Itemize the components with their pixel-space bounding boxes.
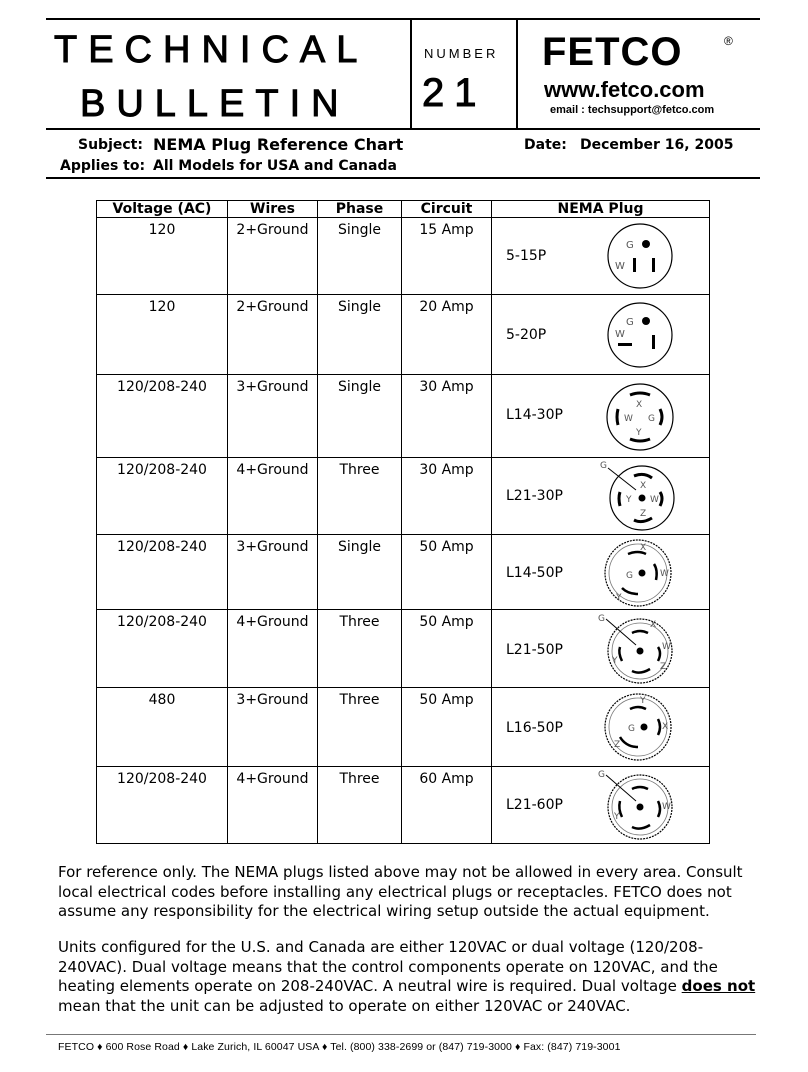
- pin-label-w: W: [615, 329, 625, 340]
- pin-label-w: W: [662, 642, 671, 652]
- header-divider-2: [516, 18, 518, 130]
- table-row: [97, 295, 710, 375]
- cell-plug: [492, 767, 710, 844]
- cell-voltage: 120/208-240: [97, 610, 228, 688]
- pin-label-y: Y: [616, 593, 622, 603]
- col-header-voltage: Voltage (AC): [97, 201, 228, 218]
- cell-voltage: 480: [97, 688, 228, 767]
- subject-rule: [46, 177, 760, 179]
- cell-phase: Three: [318, 610, 402, 688]
- plug-name: L16-50P: [506, 720, 563, 736]
- cell-wires: 4+Ground: [228, 458, 318, 535]
- cell-plug: [492, 610, 710, 688]
- disclaimer-paragraph: For reference only. The NEMA plugs listed above may not be allowed in every area. Consult local electrical codes before installing any electrical plugs or receptacles. FETCO does not assume any responsibility for the electrical wiring setup outside the actual equipment.: [58, 863, 743, 920]
- cell-wires: 3+Ground: [228, 688, 318, 767]
- plug-name: 5-15P: [506, 248, 547, 264]
- cell-wires: 4+Ground: [228, 767, 318, 844]
- pin-label-g: G: [598, 770, 605, 780]
- plug-l21-30p-icon: [596, 460, 676, 532]
- pin-label-z: Z: [640, 509, 647, 519]
- pin-label-g: G: [648, 414, 655, 424]
- dual-voltage-emphasis: does not: [681, 977, 756, 995]
- pin-label-g: G: [600, 461, 607, 471]
- header-top-rule: [46, 18, 760, 20]
- pin-label-x: X: [640, 543, 647, 553]
- cell-circuit: 60 Amp: [402, 767, 492, 844]
- subject-label: Subject:: [78, 137, 143, 153]
- header-divider-1: [410, 18, 412, 130]
- cell-wires: 4+Ground: [228, 610, 318, 688]
- cell-phase: Single: [318, 375, 402, 458]
- pin-label-x: X: [640, 481, 647, 491]
- plug-l14-30p-icon: [604, 381, 676, 453]
- col-header-circuit: Circuit: [402, 201, 492, 218]
- col-header-phase: Phase: [318, 201, 402, 218]
- cell-voltage: 120/208-240: [97, 767, 228, 844]
- cell-circuit: 50 Amp: [402, 610, 492, 688]
- cell-wires: 3+Ground: [228, 375, 318, 458]
- cell-voltage: 120/208-240: [97, 535, 228, 610]
- bulletin-header: [46, 18, 760, 130]
- cell-phase: Single: [318, 295, 402, 375]
- cell-plug: [492, 535, 710, 610]
- applies-to-value: All Models for USA and Canada: [153, 158, 397, 174]
- pin-label-w: W: [624, 414, 633, 424]
- plug-name: 5-20P: [506, 327, 547, 343]
- subject-value: NEMA Plug Reference Chart: [153, 135, 404, 154]
- pin-label-w: W: [660, 569, 669, 579]
- table-row: [97, 535, 710, 610]
- website-link[interactable]: www.fetco.com: [544, 77, 705, 102]
- pin-label-y: Y: [626, 495, 632, 505]
- cell-voltage: 120: [97, 295, 228, 375]
- bulletin-number: 21: [422, 71, 487, 115]
- table-row: [97, 218, 710, 295]
- cell-plug: [492, 295, 710, 375]
- cell-circuit: 50 Amp: [402, 688, 492, 767]
- plug-l21-60p-icon: [596, 769, 676, 841]
- table-row: [97, 458, 710, 535]
- pin-label-y: Y: [640, 696, 646, 706]
- pin-label-w: W: [650, 495, 659, 505]
- plug-l16-50p-icon: [600, 691, 676, 763]
- pin-label-x: X: [650, 620, 657, 630]
- registered-mark: ®: [724, 34, 733, 48]
- cell-voltage: 120: [97, 218, 228, 295]
- pin-label-w: W: [615, 261, 625, 272]
- plug-l14-50p-icon: [600, 538, 676, 608]
- pin-label-g: G: [626, 317, 634, 328]
- nema-plug-table: [96, 200, 710, 844]
- support-email[interactable]: email : techsupport@fetco.com: [550, 104, 715, 116]
- plug-name: L21-30P: [506, 488, 563, 504]
- dual-voltage-text-a: Units configured for the U.S. and Canada are either 120VAC or dual voltage (120/208-240VAC). Dual voltage means that the control components operate on 120VAC, and the heating elements operate on 208-240VAC. A neutral wire is required. Dual voltage: [58, 938, 718, 995]
- cell-circuit: 20 Amp: [402, 295, 492, 375]
- cell-phase: Single: [318, 218, 402, 295]
- cell-wires: 2+Ground: [228, 295, 318, 375]
- plug-name: L14-30P: [506, 407, 563, 423]
- pin-label-g: G: [628, 724, 635, 734]
- title-line-1: TECHNICAL: [54, 29, 369, 71]
- cell-wires: 2+Ground: [228, 218, 318, 295]
- date-value: December 16, 2005: [580, 137, 734, 153]
- pin-label-y: Y: [612, 656, 618, 666]
- cell-voltage: 120/208-240: [97, 458, 228, 535]
- dual-voltage-text-b: mean that the unit can be adjusted to operate on either 120VAC or 240VAC.: [58, 996, 631, 1015]
- plug-5-20p-icon: [604, 301, 676, 369]
- plug-5-15p-icon: [604, 222, 676, 290]
- cell-phase: Single: [318, 535, 402, 610]
- cell-phase: Three: [318, 767, 402, 844]
- pin-label-y: Y: [636, 428, 642, 438]
- col-header-nema-plug: NEMA Plug: [492, 201, 710, 218]
- cell-voltage: 120/208-240: [97, 375, 228, 458]
- table-header-row: [97, 201, 710, 218]
- footer-contact: FETCO ♦ 600 Rose Road ♦ Lake Zurich, IL 60047 USA ♦ Tel. (800) 338-2699 or (847) 719-3000 ♦ Fax: (847) 719-3001: [58, 1041, 621, 1053]
- plug-name: L21-60P: [506, 797, 563, 813]
- date-label: Date:: [524, 137, 567, 153]
- col-header-wires: Wires: [228, 201, 318, 218]
- cell-circuit: 30 Amp: [402, 375, 492, 458]
- cell-circuit: 30 Amp: [402, 458, 492, 535]
- cell-phase: Three: [318, 458, 402, 535]
- pin-label-w: W: [662, 802, 671, 812]
- cell-phase: Three: [318, 688, 402, 767]
- pin-label-g: G: [626, 240, 634, 251]
- cell-circuit: 15 Amp: [402, 218, 492, 295]
- cell-plug: [492, 218, 710, 295]
- pin-label-y: Y: [614, 812, 620, 822]
- plug-name: L14-50P: [506, 565, 563, 581]
- cell-circuit: 50 Amp: [402, 535, 492, 610]
- cell-plug: [492, 375, 710, 458]
- table-row: [97, 767, 710, 844]
- pin-label-g: G: [598, 614, 605, 624]
- table-row: [97, 375, 710, 458]
- header-bottom-rule: [46, 128, 760, 130]
- pin-label-g: G: [626, 571, 633, 581]
- plug-name: L21-50P: [506, 642, 563, 658]
- pin-label-z: Z: [660, 662, 667, 672]
- title-line-2: BULLETIN: [80, 83, 350, 125]
- applies-to-label: Applies to:: [60, 158, 146, 174]
- pin-label-x: X: [662, 722, 669, 732]
- number-label: NUMBER: [424, 46, 499, 61]
- cell-plug: [492, 688, 710, 767]
- plug-l21-50p-icon: [596, 613, 676, 685]
- dual-voltage-paragraph: [58, 938, 758, 1016]
- table-row: [97, 688, 710, 767]
- brand-logo: FETCO: [542, 30, 683, 74]
- pin-label-x: X: [636, 400, 643, 410]
- cell-wires: 3+Ground: [228, 535, 318, 610]
- cell-plug: [492, 458, 710, 535]
- pin-label-z: Z: [614, 740, 621, 750]
- footer-rule: [46, 1034, 756, 1035]
- table-row: [97, 610, 710, 688]
